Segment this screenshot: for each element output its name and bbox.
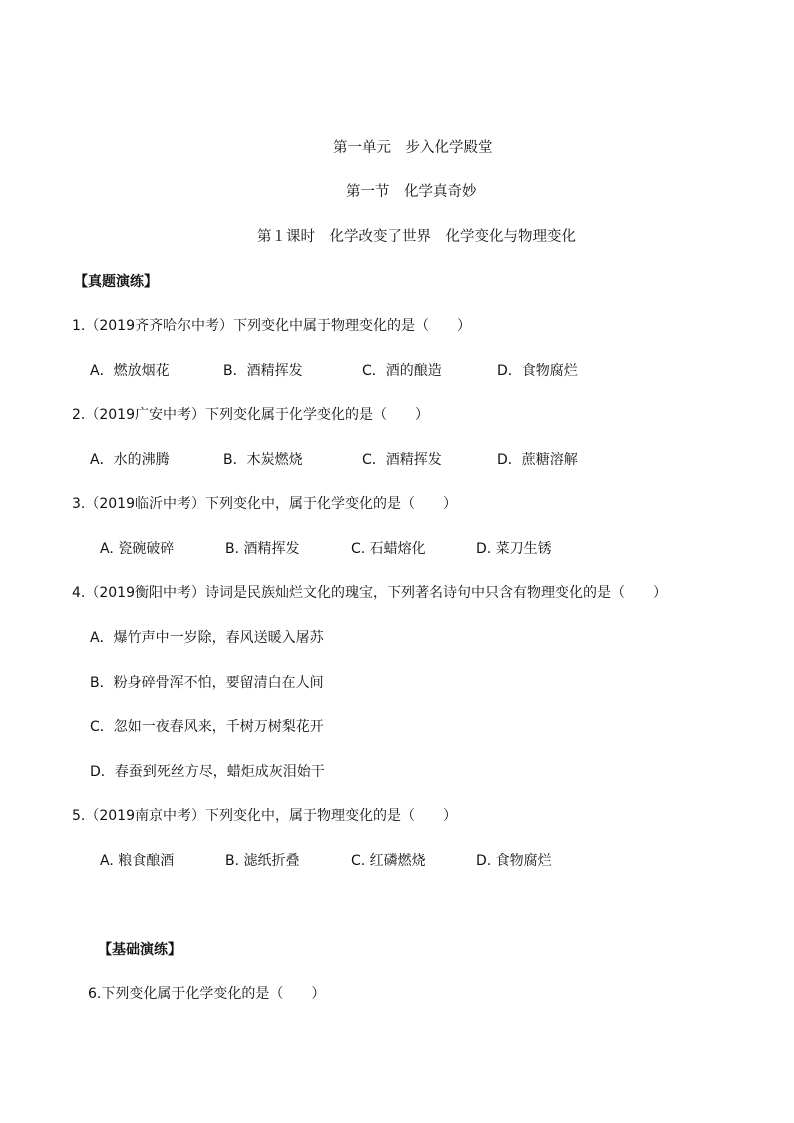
- question-5-stem: 5.（2019南京中考）下列变化中，属于物理变化的是（ ）: [72, 808, 457, 824]
- question-4-option-c: C．忽如一夜春风来，千树万树梨花开: [90, 719, 324, 735]
- question-3-option-a: A. 瓷碗破碎: [100, 541, 175, 557]
- question-4-stem: 4.（2019衡阳中考）诗词是民族灿烂文化的瑰宝，下列著名诗句中只含有物理变化的是（ ）: [72, 585, 667, 601]
- question-2-option-b: B．木炭燃烧: [223, 452, 303, 468]
- question-3-option-c: C. 石蜡熔化: [351, 541, 426, 557]
- question-5-option-a: A. 粮食酿酒: [100, 853, 175, 869]
- question-4-option-a: A．爆竹声中一岁除，春风送暖入屠苏: [90, 630, 324, 646]
- question-5-option-d: D. 食物腐烂: [476, 853, 552, 869]
- question-5-option-c: C. 红磷燃烧: [351, 853, 426, 869]
- question-2-stem: 2.（2019广安中考）下列变化属于化学变化的是（ ）: [72, 407, 429, 423]
- question-3-option-d: D. 菜刀生锈: [476, 541, 552, 557]
- section-heading-basic: 【基础演练】: [98, 942, 182, 958]
- question-1-option-d: D．食物腐烂: [497, 363, 578, 379]
- question-4-option-b: B．粉身碎骨浑不怕，要留清白在人间: [90, 675, 324, 691]
- lesson-title: 第１课时 化学改变了世界 化学变化与物理变化: [257, 229, 576, 245]
- question-1-option-c: C．酒的酿造: [362, 363, 442, 379]
- question-2-option-c: C．酒精挥发: [362, 452, 442, 468]
- question-2-option-d: D．蔗糖溶解: [497, 452, 578, 468]
- question-2-option-a: A．水的沸腾: [90, 452, 170, 468]
- section-heading-real: 【真题演练】: [74, 274, 158, 290]
- question-3-stem: 3.（2019临沂中考）下列变化中，属于化学变化的是（ ）: [72, 496, 457, 512]
- question-1-stem: 1.（2019齐齐哈尔中考）下列变化中属于物理变化的是（ ）: [72, 318, 471, 334]
- question-1-option-b: B．酒精挥发: [223, 363, 303, 379]
- question-5-option-b: B. 滤纸折叠: [225, 853, 300, 869]
- unit-title: 第一单元 步入化学殿堂: [333, 140, 493, 156]
- question-1-option-a: A．燃放烟花: [90, 363, 170, 379]
- question-4-option-d: D．春蚕到死丝方尽，蜡炬成灰泪始干: [90, 764, 325, 780]
- question-3-option-b: B. 酒精挥发: [225, 541, 300, 557]
- question-6-stem: 6.下列变化属于化学变化的是（ ）: [88, 986, 326, 1002]
- section-title: 第一节 化学真奇妙: [346, 184, 477, 200]
